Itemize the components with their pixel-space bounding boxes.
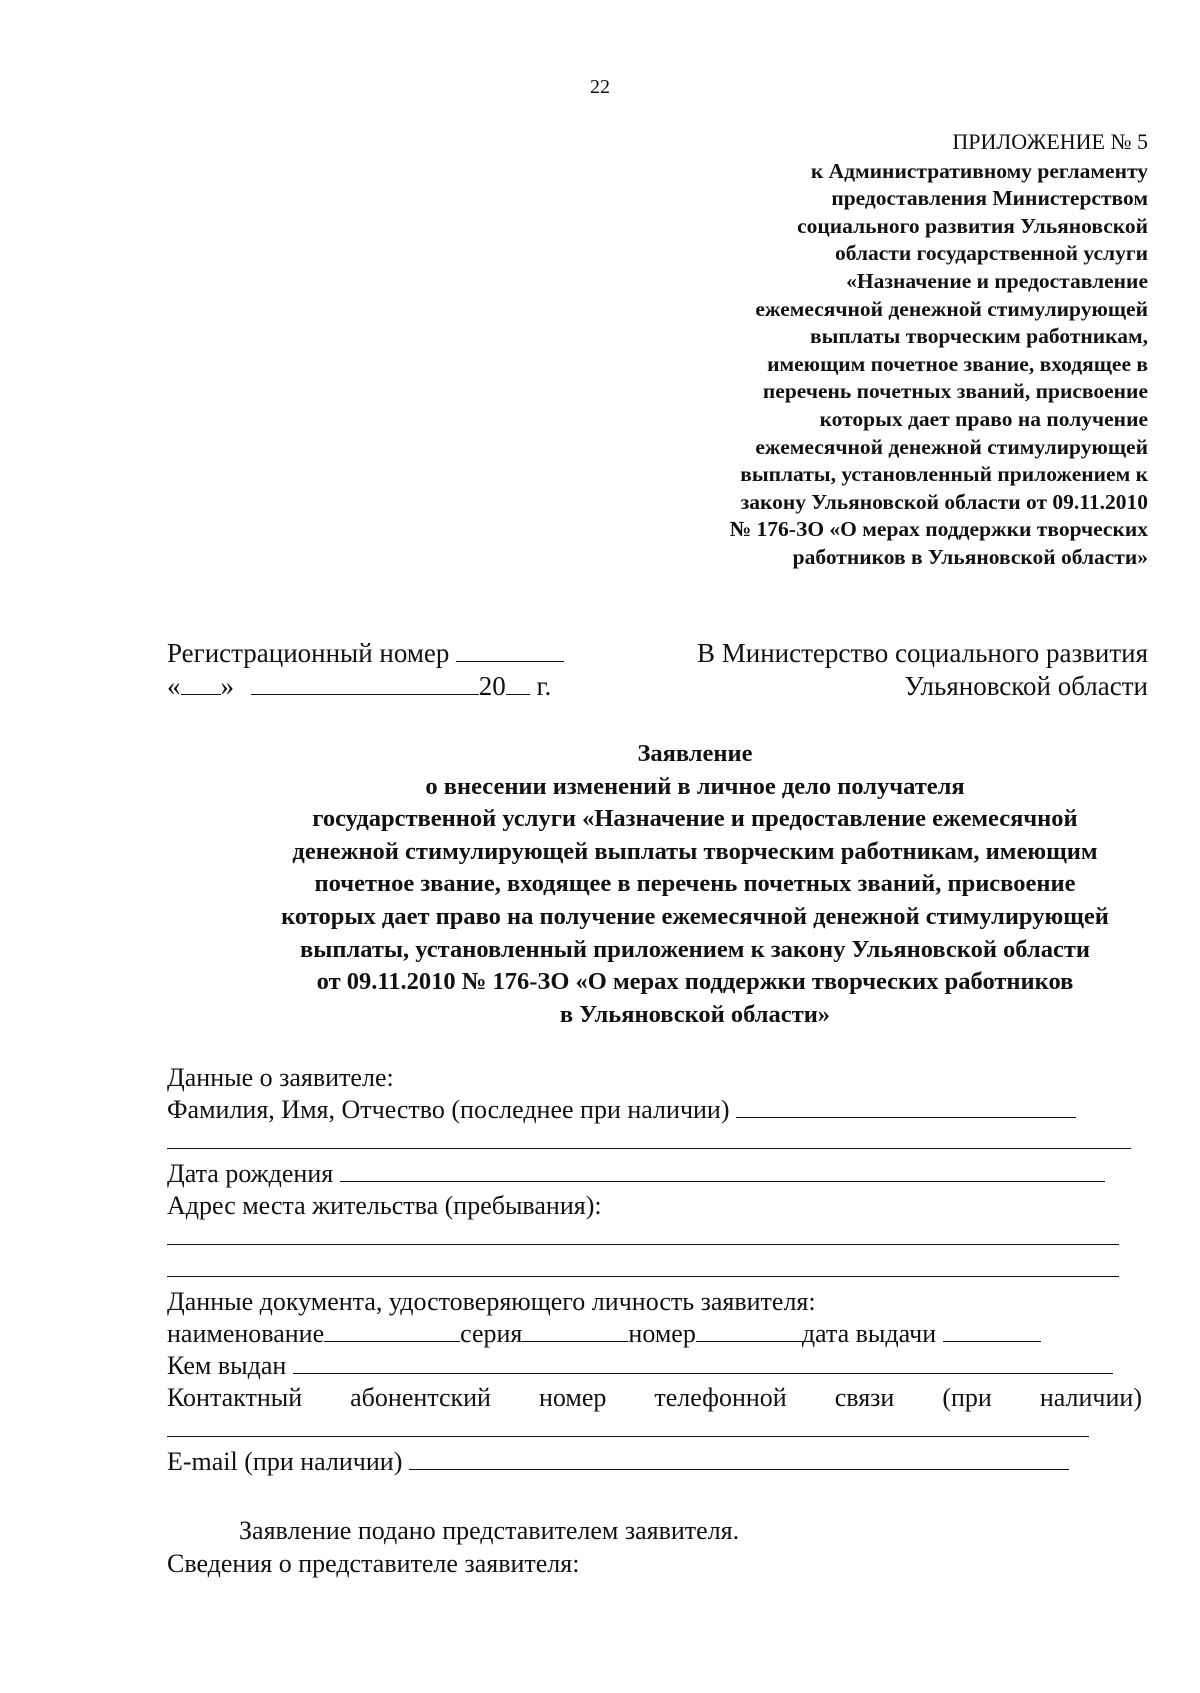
id-document-heading: Данные документа, удостоверяющего личность заявителя: [167, 1287, 816, 1316]
issue-date-label: дата выдачи [801, 1319, 937, 1348]
phone-label-row [167, 1382, 1142, 1414]
appendix-block [730, 128, 1148, 572]
address-field-line-2[interactable] [167, 1254, 1119, 1277]
phone-label-word: наличии) [1039, 1383, 1142, 1412]
phone-label-word: (при [942, 1383, 992, 1412]
title-line: о внесении изменений в личное дело получателя [425, 772, 965, 800]
page-number: 22 [590, 76, 610, 98]
title-line: которых дает право на получение ежемесячной денежной стимулирующей [281, 902, 1109, 930]
applicant-form [167, 1062, 1142, 1478]
phone-label-word: абонентский [350, 1383, 491, 1412]
number-label: номер [628, 1319, 696, 1348]
title-line: денежной стимулирующей выплаты творческим работникам, имеющим [292, 837, 1098, 865]
doc-name-label: наименование [167, 1319, 325, 1348]
issued-by-field[interactable] [293, 1351, 1113, 1374]
appendix-line: социального развития Ульяновской [797, 213, 1148, 238]
title-line: Заявление [637, 740, 753, 767]
addressee-line-2: Ульяновской области [904, 671, 1148, 701]
appendix-line: которых дает право на получение [819, 406, 1148, 431]
applicant-heading: Данные о заявителе: [167, 1063, 394, 1092]
registration-month-field[interactable] [251, 670, 479, 695]
appendix-line: № 176-ЗО «О мерах поддержки творческих [729, 517, 1148, 542]
full-name-field[interactable] [736, 1095, 1076, 1118]
phone-label-word: телефонной [654, 1383, 787, 1412]
document-title [0, 738, 1200, 1031]
appendix-line: перечень почетных званий, присвоение [762, 379, 1148, 404]
email-field[interactable] [409, 1447, 1069, 1470]
birth-date-label: Дата рождения [167, 1159, 334, 1188]
title-line: выплаты, установленный приложением к закону Ульяновской области [300, 935, 1090, 963]
date-close-quote: » [220, 671, 234, 701]
phone-label-word: номер [538, 1383, 607, 1412]
series-label: серия [460, 1319, 523, 1348]
year-prefix: 20 [478, 671, 506, 701]
title-line: почетное звание, входящее в перечень почетных званий, присвоение [314, 870, 1076, 898]
address-field-line-1[interactable] [167, 1222, 1119, 1245]
year-suffix: г. [536, 671, 552, 701]
title-line: государственной услуги «Назначение и предоставление ежемесячной [312, 805, 1078, 833]
doc-name-field[interactable] [324, 1319, 460, 1342]
appendix-line: к Административному регламенту [810, 158, 1148, 183]
appendix-line: закону Ульяновской области от 09.11.2010 [740, 489, 1148, 514]
issue-date-field[interactable] [943, 1319, 1041, 1342]
appendix-line: работников в Ульяновской области» [792, 544, 1148, 569]
appendix-line: выплаты, установленный приложением к [740, 462, 1148, 487]
title-line: от 09.11.2010 № 176-ЗО «О мерах поддержки творческих работников [316, 968, 1074, 996]
appendix-line: имеющим почетное звание, входящее в [767, 351, 1148, 376]
address-label: Адрес места жительства (пребывания): [167, 1191, 602, 1220]
number-field[interactable] [696, 1319, 802, 1342]
phone-field[interactable] [167, 1414, 1089, 1437]
phone-label-word: связи [834, 1383, 895, 1412]
addressee-block [697, 637, 1148, 703]
full-name-field-continued[interactable] [167, 1126, 1131, 1149]
full-name-label: Фамилия, Имя, Отчество (последнее при наличии) [167, 1095, 730, 1124]
appendix-line: ежемесячной денежной стимулирующей [755, 434, 1148, 459]
appendix-line: области государственной услуги [835, 241, 1148, 266]
series-field[interactable] [522, 1319, 628, 1342]
appendix-line: ежемесячной денежной стимулирующей [755, 296, 1148, 321]
registration-number-field[interactable] [456, 637, 564, 662]
title-line: в Ульяновской области» [559, 1000, 831, 1028]
addressee-line-1: В Министерство социального развития [697, 638, 1148, 668]
appendix-line: «Назначение и предоставление [846, 268, 1148, 293]
appendix-heading: ПРИЛОЖЕНИЕ № 5 [952, 129, 1148, 154]
representative-section [167, 1514, 739, 1580]
representative-info-label: Сведения о представителе заявителя: [167, 1549, 580, 1578]
appendix-line: предоставления Министерством [831, 186, 1148, 211]
registration-year-field[interactable] [506, 670, 530, 695]
date-open-quote: « [167, 671, 181, 701]
issued-by-label: Кем выдан [167, 1351, 287, 1380]
birth-date-field[interactable] [340, 1159, 1105, 1182]
appendix-line: выплаты творческим работникам, [809, 324, 1148, 349]
phone-label-word: Контактный [167, 1383, 303, 1412]
registration-block [167, 637, 564, 703]
registration-number-label: Регистрационный номер [167, 638, 450, 668]
registration-day-field[interactable] [181, 670, 221, 695]
submitted-by-representative: Заявление подано представителем заявителя. [239, 1516, 740, 1545]
email-label: E-mail (при наличии) [167, 1447, 403, 1476]
